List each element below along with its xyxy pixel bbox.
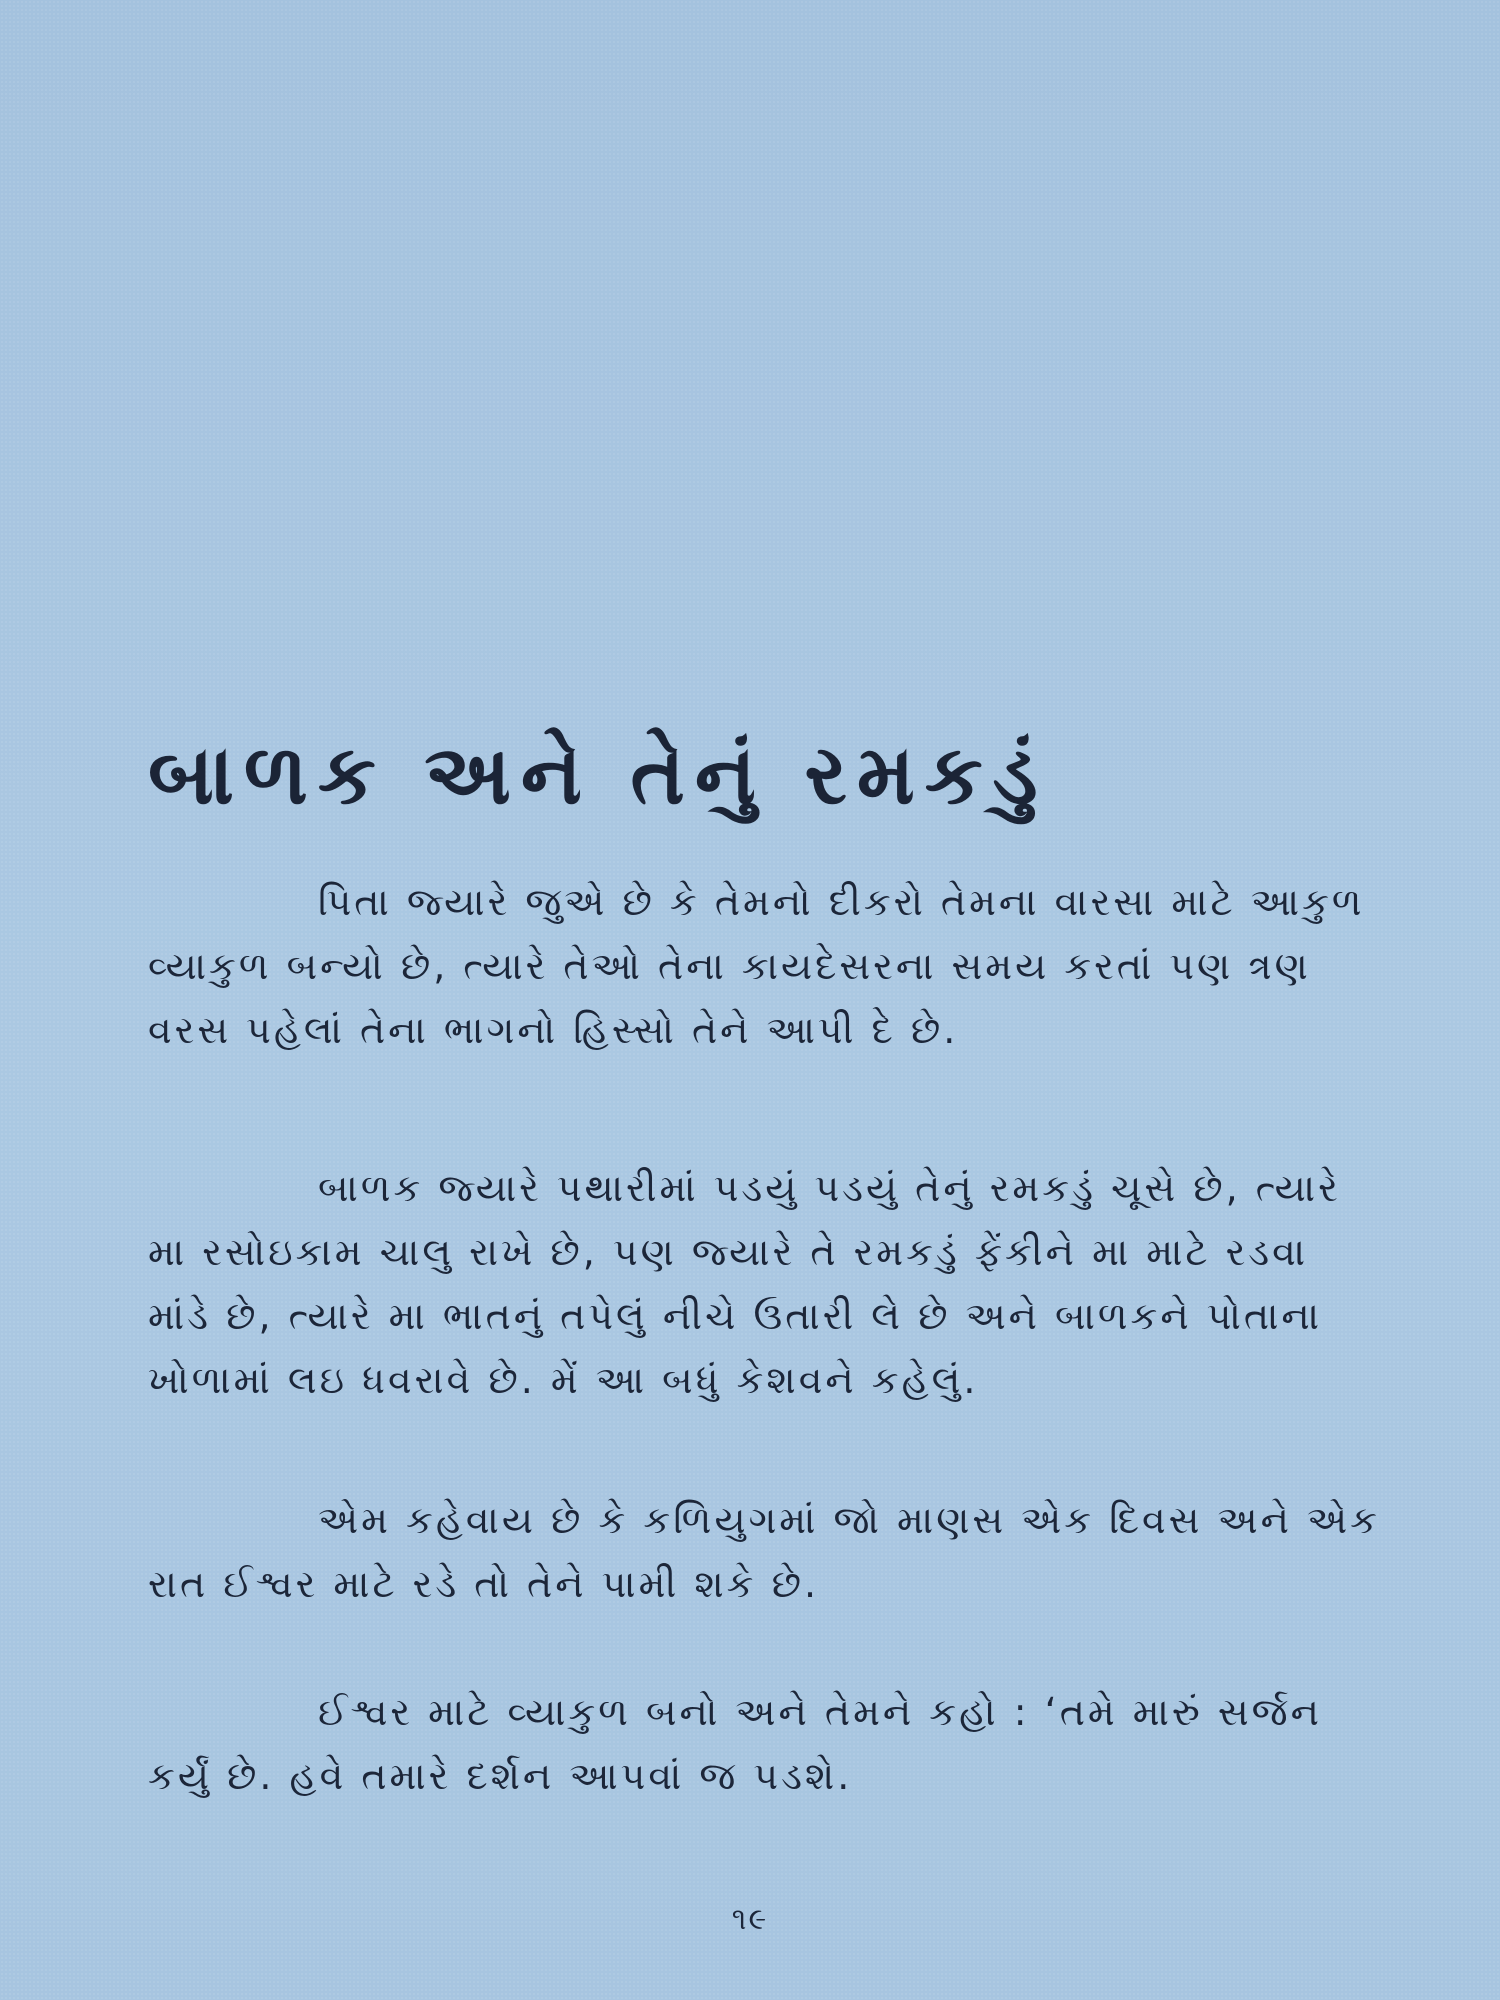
- paragraph-text: બાળક જ્યારે પથારીમાં પડયું પડયું તેનું રમકડું ચૂસે છે, ત્યારે મા રસોઇકામ ચાલુ રાખે છે, પણ જ્યારે તે રમકડું ફેંકીને મા માટે રડવા માંડે છે, ત્યારે મા ભાતનું તપેલું નીચે ઉતારી લે છે અને બાળકને પોતાના ખોળામાં લઇ ધવરાવે છે. મેં આ બધું કેશવને કહેલું.: [148, 1166, 1341, 1402]
- page-title: બાળક અને તેનું રમકડું: [148, 727, 1048, 823]
- paragraph-text: ઈશ્વર માટે વ્યાકુળ બનો અને તેમને કહો : ‘તમે મારું સર્જન કર્યું છે. હવે તમારે દર્શન આપવાં જ પડશે.: [148, 1690, 1322, 1798]
- paragraph-text: એમ કહેવાય છે કે કળિયુગમાં જો માણસ એક દિવસ અને એક રાત ઈશ્વર માટે રડે તો તેને પામી શકે છે.: [148, 1498, 1380, 1606]
- paragraph: [148, 870, 1380, 1062]
- paragraph: [148, 1680, 1380, 1808]
- paragraph-text: પિતા જ્યારે જુએ છે કે તેમનો દીકરો તેમના વારસા માટે આકુળ વ્યાકુળ બન્યો છે, ત્યારે તેઓ તેના કાયદેસરના સમય કરતાં પણ ત્રણ વરસ પહેલાં તેના ભાગનો હિસ્સો તેને આપી દે છે.: [148, 880, 1365, 1052]
- paragraph: [148, 1156, 1380, 1412]
- page-number: ૧૯: [731, 1902, 769, 1937]
- paragraph: [148, 1488, 1380, 1616]
